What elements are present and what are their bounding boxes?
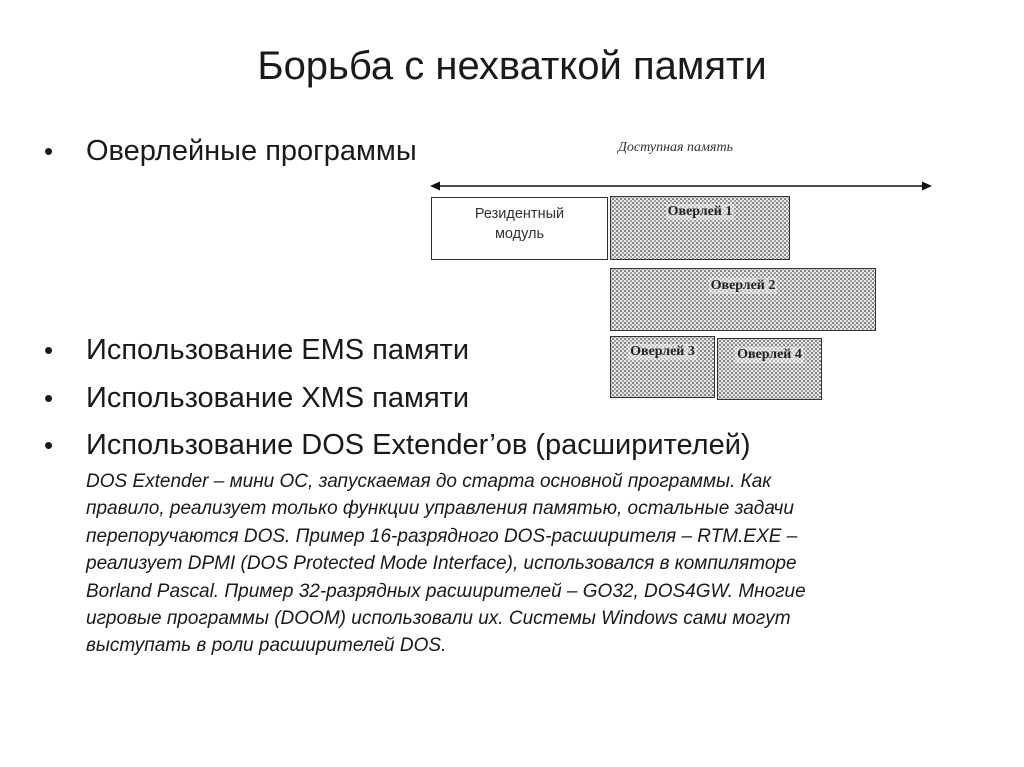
description-line: Borland Pascal. Пример 32-разрядных расширителей – GO32, DOS4GW. Многие [86,580,806,602]
bullet-text: Использование XMS памяти [86,382,470,414]
overlay-1-label: Оверлей 1 [667,204,733,219]
available-memory-caption: Доступная память [618,140,733,155]
dos-extender-description [86,468,986,660]
description-line: реализует DPMI (DOS Protected Mode Interface), использовался в компиляторе [86,553,797,575]
overlay-4-label: Оверлей 4 [737,347,802,362]
overlay-2-label: Оверлей 2 [710,278,776,293]
bullet-dot: • [44,136,54,166]
slide-title: Борьба с нехваткой памяти [257,44,767,88]
bullet-dot: • [44,430,54,460]
resident-module-label: модуль [494,226,545,242]
description-line: выступать в роли расширителей DOS. [86,635,447,657]
overlay-3-box [610,336,715,398]
resident-module-label: Резидентный [474,206,565,222]
overlay-3-label: Оверлей 3 [630,344,695,359]
overlay-2-box [610,268,876,331]
double-arrow-icon [430,178,932,194]
description-line: DOS Extender – мини ОС, запускаемая до старта основной программы. Как [86,471,772,492]
overlay-4-box [717,338,822,400]
description-line: перепоручаются DOS. Пример 16-разрядного DOS-расширителя – RTM.EXE – [86,525,798,547]
description-line: правило, реализует только функции управления памятью, остальные задачи [86,498,794,520]
bullet-dot: • [44,383,54,413]
overlay-1-box [610,196,790,260]
bullet-text: Оверлейные программы [86,135,417,167]
bullet-text: Использование EMS памяти [86,334,470,366]
bullet-text: Использование DOS Extender’ов (расширителей) [86,429,751,461]
description-line: игровые программы (DOOM) использовали их. Системы Windows сами могут [86,607,791,629]
bullet-dot: • [44,335,54,365]
resident-module-box [431,197,608,260]
